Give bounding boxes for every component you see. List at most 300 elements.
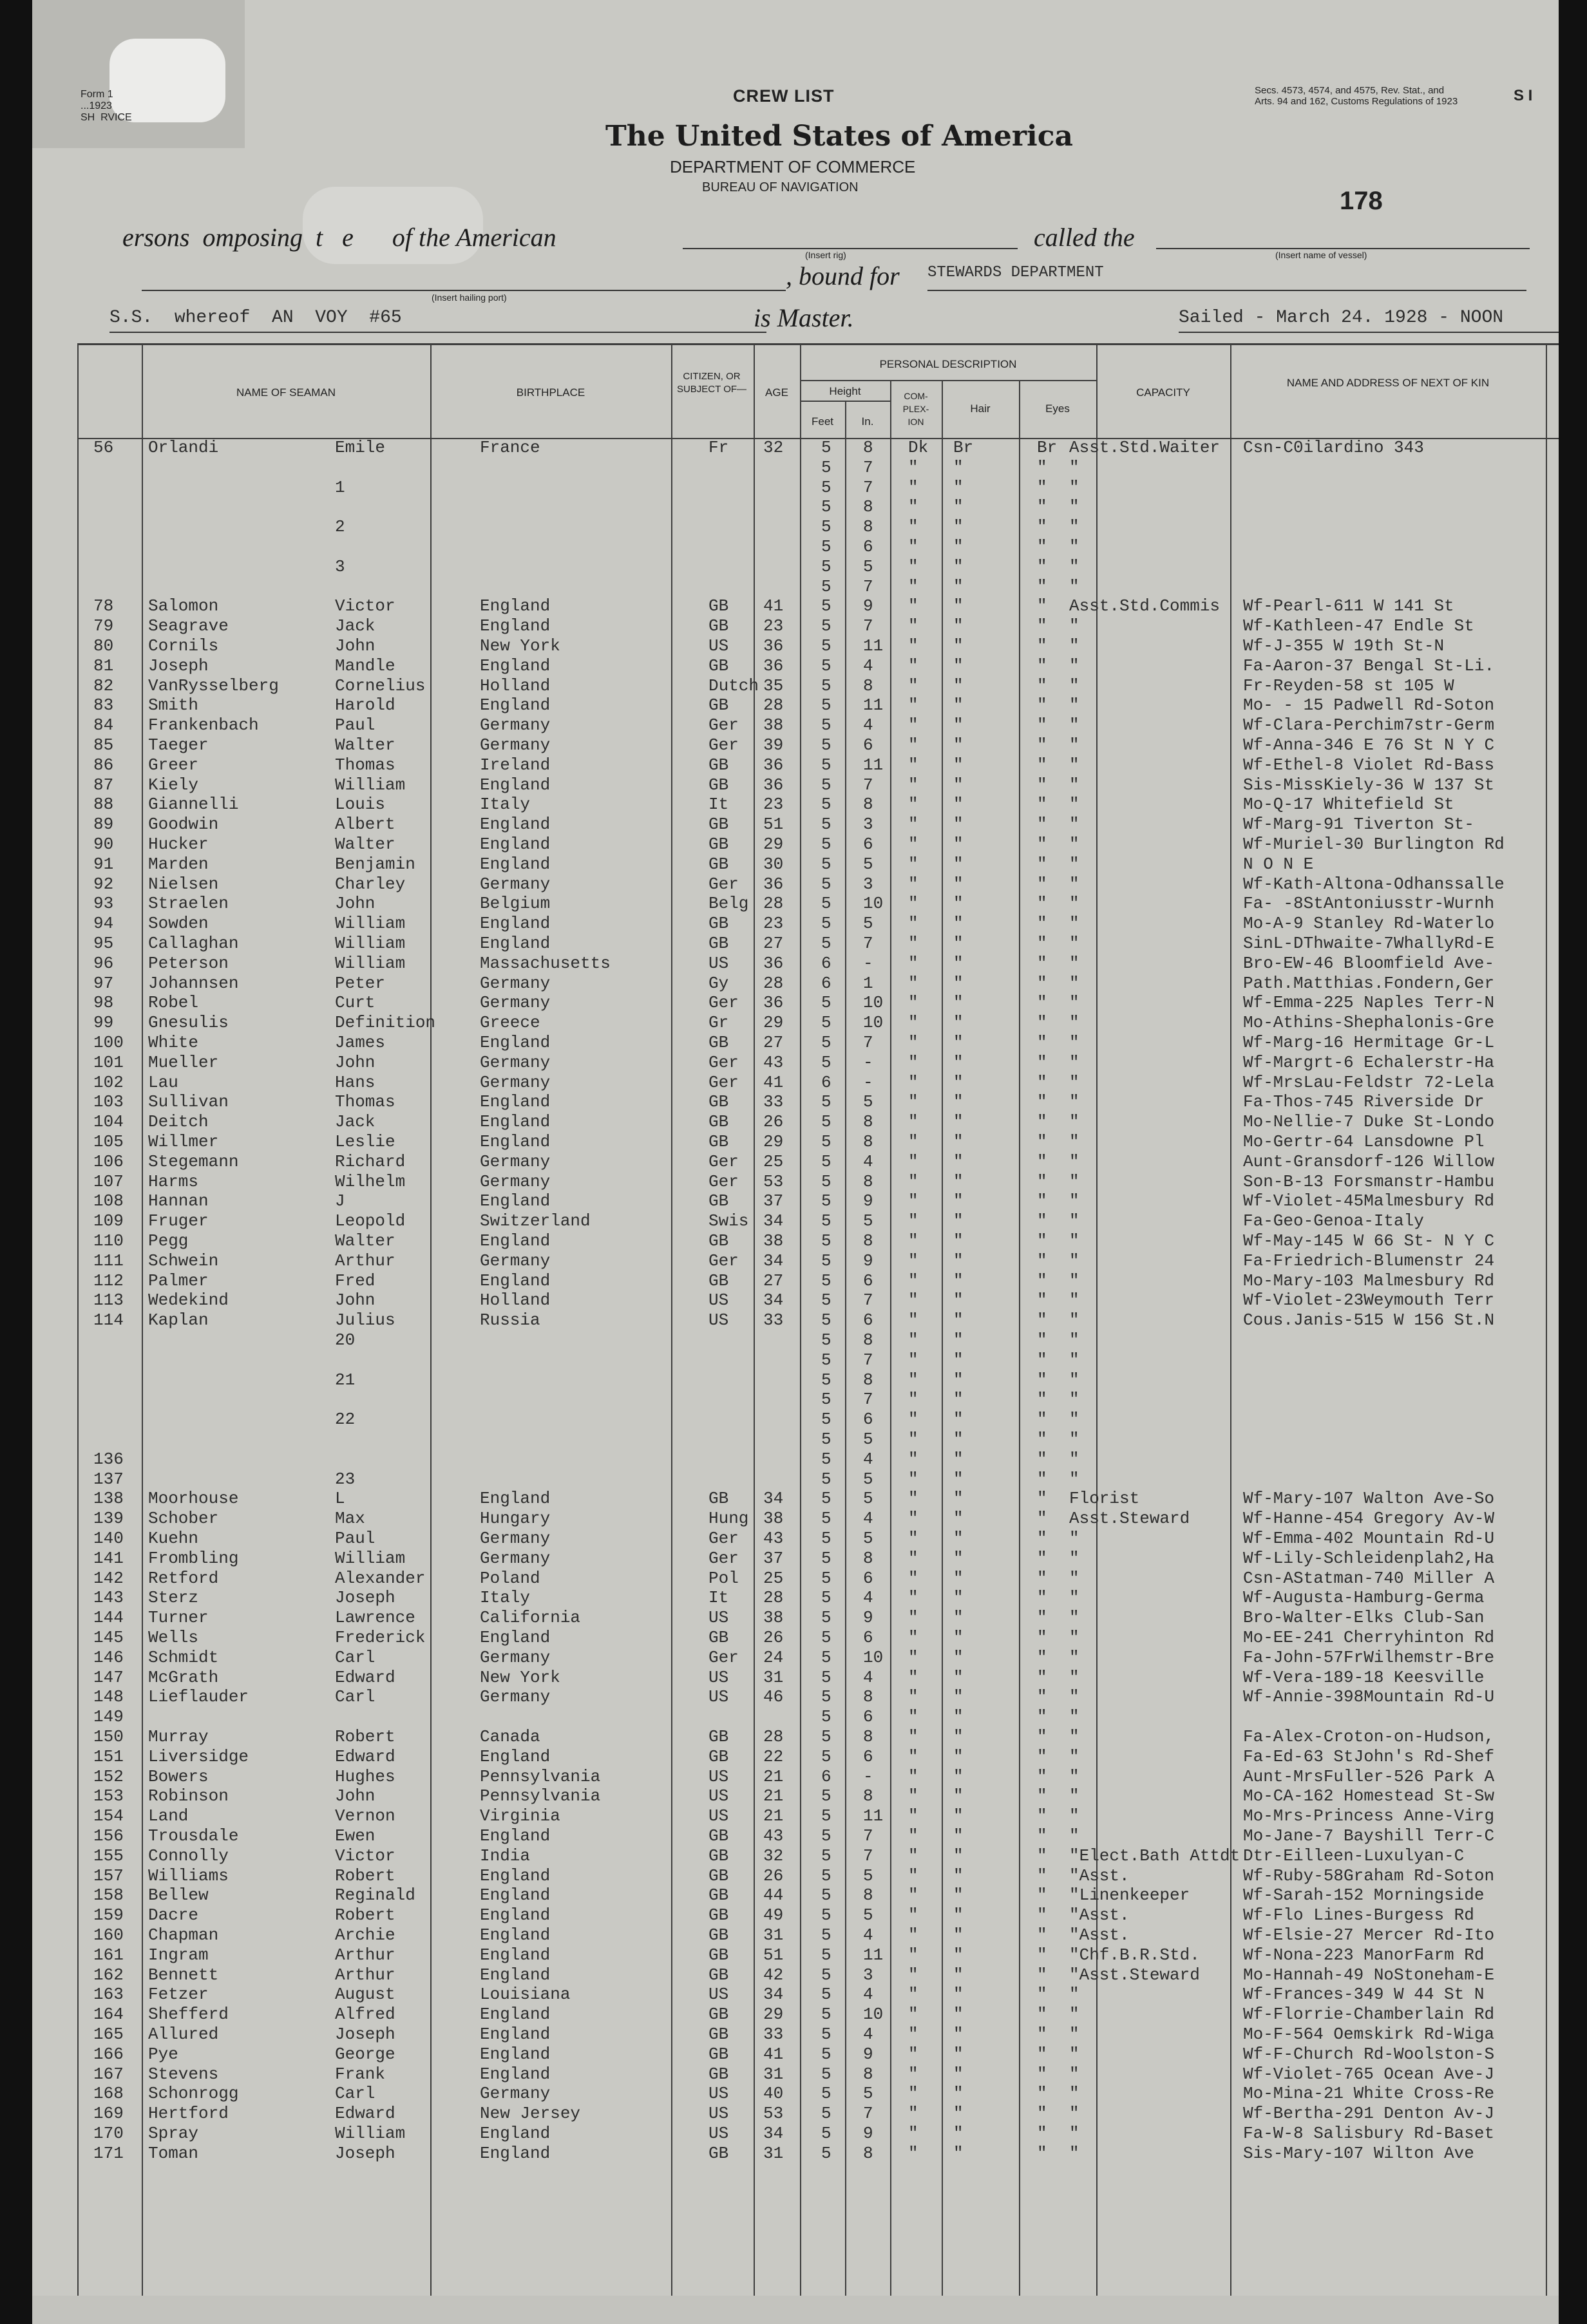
birthplace: Germany: [480, 715, 551, 735]
seaman-first-name: Cornelius: [335, 675, 426, 695]
citizenship: Ger: [708, 1052, 739, 1072]
hair: ": [953, 1092, 964, 1112]
hair: ": [953, 1529, 964, 1548]
hair: ": [953, 815, 964, 835]
birthplace: Massachusetts: [480, 953, 611, 973]
table-row: [32, 1450, 1559, 1469]
table-row: [32, 874, 1559, 894]
height-feet: 5: [821, 1667, 832, 1687]
capacity: ": [1069, 2044, 1079, 2064]
row-number: 153: [93, 1786, 124, 1806]
complexion: ": [908, 1846, 918, 1866]
complexion: ": [908, 1132, 918, 1151]
birthplace: England: [480, 1746, 551, 1766]
seaman-surname: Callaghan: [148, 934, 239, 953]
eyes: ": [1037, 1191, 1047, 1211]
age: 36: [763, 953, 784, 973]
eyes: ": [1037, 854, 1047, 874]
citizenship: US: [708, 1290, 729, 1310]
next-of-kin: Wf-Frances-349 W 44 St N: [1243, 1985, 1485, 2005]
seaman-first-name: Edward: [335, 1667, 395, 1687]
height-feet: 5: [821, 1171, 832, 1191]
hair: ": [953, 1290, 964, 1310]
capacity: ": [1069, 2104, 1079, 2124]
table-row: [32, 1727, 1559, 1746]
height-feet: 5: [821, 1588, 832, 1608]
birthplace: Italy: [480, 795, 531, 815]
row-number: 90: [93, 835, 114, 854]
age: 34: [763, 1985, 784, 2005]
seaman-first-name: J: [335, 1191, 345, 1211]
hair: ": [953, 835, 964, 854]
row-number: 85: [93, 735, 114, 755]
table-row: [32, 1053, 1559, 1072]
table-row: [32, 755, 1559, 775]
row-number: 163: [93, 1985, 124, 2005]
seaman-first-name: Walter: [335, 1231, 395, 1251]
capacity: ": [1069, 1033, 1079, 1052]
birthplace: Italy: [480, 1588, 531, 1608]
height-inches: 8: [863, 438, 873, 457]
height-feet: 5: [821, 1330, 832, 1350]
table-row: [32, 2104, 1559, 2123]
height-feet: 5: [821, 1985, 832, 2005]
age: 36: [763, 993, 784, 1013]
height-inches: 7: [863, 477, 873, 497]
seaman-surname: Sowden: [148, 914, 209, 934]
age: 28: [763, 1588, 784, 1608]
citizenship: GB: [708, 914, 729, 934]
seaman-first-name: Curt: [335, 993, 375, 1013]
capacity: ": [1069, 1052, 1079, 1072]
capacity: ": [1069, 1687, 1079, 1707]
capacity: ": [1069, 616, 1079, 636]
next-of-kin: Wf-May-145 W 66 St- N Y C: [1243, 1231, 1495, 1251]
table-row: [32, 1152, 1559, 1171]
height-inches: 8: [863, 2064, 873, 2084]
birthplace: New York: [480, 636, 560, 656]
citizenship: GB: [708, 1132, 729, 1151]
citizenship: GB: [708, 1905, 729, 1925]
table-row: [32, 894, 1559, 913]
age: 36: [763, 656, 784, 675]
complexion: ": [908, 815, 918, 835]
capacity: ": [1069, 1449, 1079, 1469]
ss-line: S.S. whereof AN VOY #65: [109, 308, 402, 328]
row-number: 160: [93, 1925, 124, 1945]
eyes: ": [1037, 675, 1047, 695]
hair: ": [953, 1430, 964, 1449]
age: 27: [763, 934, 784, 953]
table-row: [32, 557, 1559, 576]
birthplace: England: [480, 775, 551, 795]
bureau-title: BUREAU OF NAVIGATION: [702, 180, 859, 194]
seaman-surname: Sterz: [148, 1588, 199, 1608]
seaman-first-name: Victor: [335, 1846, 395, 1866]
hair: ": [953, 537, 964, 556]
capacity: ": [1069, 1013, 1079, 1033]
complexion: ": [908, 1271, 918, 1290]
birthplace: Germany: [480, 1171, 551, 1191]
citizenship: US: [708, 2104, 729, 2124]
height-inches: 6: [863, 1310, 873, 1330]
height-inches: 9: [863, 1608, 873, 1628]
row-number: 78: [93, 596, 114, 616]
age: 32: [763, 438, 784, 457]
height-feet: 5: [821, 537, 832, 556]
height-feet: 5: [821, 695, 832, 715]
seaman-first-name: Leslie: [335, 1132, 395, 1151]
next-of-kin: Wf-Elsie-27 Mercer Rd-Ito: [1243, 1925, 1495, 1945]
seaman-surname: Seagrave: [148, 616, 229, 636]
department-title: DEPARTMENT OF COMMERCE: [670, 157, 916, 176]
age: 31: [763, 2064, 784, 2084]
height-inches: 8: [863, 2143, 873, 2163]
row-number: 113: [93, 1290, 124, 1310]
row-number: 162: [93, 1965, 124, 1985]
row-number: 148: [93, 1687, 124, 1707]
hair: ": [953, 1905, 964, 1925]
complexion: ": [908, 715, 918, 735]
height-feet: 5: [821, 1033, 832, 1052]
hair: ": [953, 1746, 964, 1766]
col-height-header: Height: [829, 385, 861, 397]
capacity: "Asst.: [1069, 1866, 1130, 1885]
capacity: ": [1069, 854, 1079, 874]
birthplace: England: [480, 596, 551, 616]
birthplace: Poland: [480, 1568, 540, 1588]
eyes: ": [1037, 1092, 1047, 1112]
row-number: 168: [93, 2084, 124, 2104]
eyes: ": [1037, 1965, 1047, 1985]
seaman-surname: Schmidt: [148, 1647, 219, 1667]
capacity: ": [1069, 1310, 1079, 1330]
row-number: 110: [93, 1231, 124, 1251]
birthplace: Greece: [480, 1013, 540, 1033]
hair: ": [953, 934, 964, 953]
sailed-date: Sailed - March 24. 1928 - NOON: [1179, 308, 1504, 328]
capacity: ": [1069, 874, 1079, 894]
citizenship: US: [708, 1667, 729, 1687]
eyes: ": [1037, 1647, 1047, 1667]
next-of-kin: Fa-Alex-Croton-on-Hudson,: [1243, 1727, 1495, 1746]
complexion: ": [908, 2044, 918, 2064]
citizenship: US: [708, 1786, 729, 1806]
age: 23: [763, 616, 784, 636]
seaman-surname: Allured: [148, 2025, 219, 2044]
row-number: 93: [93, 894, 114, 914]
height-inches: 3: [863, 1965, 873, 1985]
eyes: ": [1037, 1489, 1047, 1509]
complexion: ": [908, 457, 918, 477]
height-inches: 4: [863, 1667, 873, 1687]
eyes: ": [1037, 715, 1047, 735]
table-row: [32, 1628, 1559, 1647]
hair: ": [953, 1727, 964, 1746]
next-of-kin: Mo-Hannah-49 NoStoneham-E: [1243, 1965, 1495, 1985]
next-of-kin: N O N E: [1243, 854, 1314, 874]
citizenship: GB: [708, 2064, 729, 2084]
birthplace: Belgium: [480, 894, 551, 914]
hair: ": [953, 1310, 964, 1330]
row-number: 107: [93, 1171, 124, 1191]
table-row: [32, 855, 1559, 874]
table-row: [32, 1588, 1559, 1607]
height-inches: -: [863, 1766, 873, 1786]
capacity: Asst.Steward: [1069, 1509, 1190, 1529]
height-inches: 7: [863, 1826, 873, 1846]
capacity: ": [1069, 517, 1079, 537]
seaman-first-name: John: [335, 1052, 375, 1072]
height-feet: 5: [821, 815, 832, 835]
seaman-first-name: Louis: [335, 795, 386, 815]
height-feet: 5: [821, 2005, 832, 2025]
age: 26: [763, 1112, 784, 1132]
seaman-first-name: William: [335, 953, 406, 973]
capacity: ": [1069, 953, 1079, 973]
seaman-first-name: George: [335, 2044, 395, 2064]
capacity: ": [1069, 477, 1079, 497]
row-number: 102: [93, 1072, 124, 1092]
table-row: [32, 676, 1559, 695]
height-inches: 7: [863, 1390, 873, 1410]
seaman-surname: Salomon: [148, 596, 219, 616]
hair: ": [953, 874, 964, 894]
citizenship: US: [708, 1310, 729, 1330]
height-inches: 8: [863, 1548, 873, 1568]
col-capacity-header: CAPACITY: [1136, 386, 1190, 399]
table-row: [32, 1786, 1559, 1806]
capacity: ": [1069, 675, 1079, 695]
table-row: [32, 2045, 1559, 2064]
height-feet: 5: [821, 2064, 832, 2084]
height-inches: 4: [863, 1985, 873, 2005]
seaman-first-name: August: [335, 1985, 395, 2005]
seaman-first-name: Carl: [335, 1647, 375, 1667]
height-inches: 7: [863, 1033, 873, 1052]
seaman-first-name: Joseph: [335, 2025, 395, 2044]
age: 40: [763, 2084, 784, 2104]
seaman-first-name: Leopold: [335, 1211, 406, 1231]
capacity: ": [1069, 815, 1079, 835]
height-feet: 5: [821, 1211, 832, 1231]
complexion: ": [908, 1033, 918, 1052]
citizenship: US: [708, 2124, 729, 2143]
eyes: ": [1037, 1667, 1047, 1687]
citizenship: Ger: [708, 1171, 739, 1191]
hair: ": [953, 675, 964, 695]
height-feet: 5: [821, 1191, 832, 1211]
hair: ": [953, 1568, 964, 1588]
citizenship: GB: [708, 1112, 729, 1132]
eyes: ": [1037, 457, 1047, 477]
eyes: ": [1037, 1548, 1047, 1568]
eyes: ": [1037, 517, 1047, 537]
next-of-kin: Fa-Friedrich-Blumenstr 24: [1243, 1251, 1495, 1271]
hair: ": [953, 2064, 964, 2084]
insert-port-note: (Insert hailing port): [432, 292, 507, 303]
age: 21: [763, 1806, 784, 1826]
seaman-first-name: William: [335, 934, 406, 953]
birthplace: England: [480, 1231, 551, 1251]
complexion: ": [908, 517, 918, 537]
row-number: 94: [93, 914, 114, 934]
birthplace: England: [480, 1628, 551, 1647]
table-row: [32, 577, 1559, 596]
birthplace: England: [480, 2124, 551, 2143]
table-row: [32, 1410, 1559, 1429]
citizenship: Ger: [708, 874, 739, 894]
age: 24: [763, 1647, 784, 1667]
capacity: ": [1069, 1707, 1079, 1727]
citizenship: GB: [708, 1866, 729, 1885]
table-row: [32, 815, 1559, 834]
seaman-first-name: Julius: [335, 1310, 395, 1330]
seaman-surname: Trousdale: [148, 1826, 239, 1846]
next-of-kin: Bro-EW-46 Bloomfield Ave-: [1243, 953, 1495, 973]
table-row: [32, 993, 1559, 1012]
row-number: 91: [93, 854, 114, 874]
crew-list-page: [32, 0, 1559, 2324]
capacity: ": [1069, 1727, 1079, 1746]
seaman-surname: Nielsen: [148, 874, 219, 894]
capacity: ": [1069, 1350, 1079, 1370]
seaman-first-name: Joseph: [335, 2143, 395, 2163]
table-row: [32, 1172, 1559, 1191]
height-feet: 5: [821, 1727, 832, 1746]
top-right-letters: S I: [1514, 87, 1533, 104]
height-feet: 5: [821, 1707, 832, 1727]
complexion: ": [908, 537, 918, 556]
complexion: ": [908, 735, 918, 755]
birthplace: Louisiana: [480, 1985, 571, 2005]
seaman-first-name: Jack: [335, 616, 375, 636]
citizenship: US: [708, 636, 729, 656]
row-number: 111: [93, 1251, 124, 1271]
hair: ": [953, 1191, 964, 1211]
table-row: [32, 1509, 1559, 1528]
eyes: ": [1037, 616, 1047, 636]
height-inches: 7: [863, 2104, 873, 2124]
seaman-first-name: Vernon: [335, 1806, 395, 1826]
complexion: ": [908, 576, 918, 596]
age: 22: [763, 1746, 784, 1766]
seaman-first-name: Mandle: [335, 656, 395, 675]
capacity: ": [1069, 1072, 1079, 1092]
table-row: [32, 636, 1559, 656]
row-number: 145: [93, 1628, 124, 1647]
height-feet: 5: [821, 497, 832, 517]
row-number: 56: [93, 438, 114, 457]
height-inches: 5: [863, 1211, 873, 1231]
complexion: ": [908, 1449, 918, 1469]
birthplace: England: [480, 695, 551, 715]
complexion: ": [908, 1826, 918, 1846]
capacity: ": [1069, 715, 1079, 735]
table-row: [32, 1430, 1559, 1449]
table-row: [32, 1668, 1559, 1687]
row-number: 139: [93, 1509, 124, 1529]
height-inches: 3: [863, 874, 873, 894]
height-inches: 8: [863, 1727, 873, 1746]
seaman-first-name: Victor: [335, 596, 395, 616]
hair: ": [953, 1469, 964, 1489]
height-feet: 5: [821, 477, 832, 497]
eyes: ": [1037, 1112, 1047, 1132]
complexion: ": [908, 1866, 918, 1885]
eyes: ": [1037, 2084, 1047, 2104]
complexion: ": [908, 1608, 918, 1628]
birthplace: England: [480, 1866, 551, 1885]
table-row: [32, 1767, 1559, 1786]
citizenship: GB: [708, 616, 729, 636]
complexion: ": [908, 1330, 918, 1350]
hair: ": [953, 2143, 964, 2163]
complexion: ": [908, 1647, 918, 1667]
citizenship: GB: [708, 775, 729, 795]
next-of-kin: Wf-MrsLau-Feldstr 72-Lela: [1243, 1072, 1495, 1092]
capacity: ": [1069, 1548, 1079, 1568]
hair: ": [953, 1826, 964, 1846]
capacity: ": [1069, 576, 1079, 596]
eyes: ": [1037, 755, 1047, 775]
seaman-first-name: Carl: [335, 2084, 375, 2104]
citizenship: Dutch: [708, 675, 759, 695]
height-inches: 11: [863, 755, 884, 775]
height-feet: 5: [821, 457, 832, 477]
table-row: [32, 1390, 1559, 1409]
height-feet: 5: [821, 1885, 832, 1905]
complexion: ": [908, 1430, 918, 1449]
hair: Br: [953, 438, 974, 457]
seaman-surname: Pegg: [148, 1231, 189, 1251]
age: 43: [763, 1826, 784, 1846]
row-number: 159: [93, 1905, 124, 1925]
complexion: ": [908, 795, 918, 815]
hair: ": [953, 576, 964, 596]
next-of-kin: Mo-Mrs-Princess Anne-Virg: [1243, 1806, 1495, 1826]
eyes: ": [1037, 1885, 1047, 1905]
capacity: "Elect.Bath Attdt: [1069, 1846, 1240, 1866]
capacity: ": [1069, 1231, 1079, 1251]
height-inches: 7: [863, 576, 873, 596]
citizenship: Belg: [708, 894, 749, 914]
seaman-first-name: 23: [335, 1469, 356, 1489]
complexion: ": [908, 2084, 918, 2104]
row-number: 151: [93, 1746, 124, 1766]
citizenship: US: [708, 2084, 729, 2104]
birthplace: England: [480, 2005, 551, 2025]
seaman-first-name: William: [335, 1548, 406, 1568]
citizenship: GB: [708, 815, 729, 835]
row-number: 167: [93, 2064, 124, 2084]
table-row: [32, 2025, 1559, 2044]
row-number: 144: [93, 1608, 124, 1628]
hair: ": [953, 1013, 964, 1033]
age: 41: [763, 596, 784, 616]
seaman-first-name: Max: [335, 1509, 365, 1529]
citizenship: GB: [708, 1965, 729, 1985]
table-row: [32, 616, 1559, 636]
hair: ": [953, 1072, 964, 1092]
row-number: 89: [93, 815, 114, 835]
hair: ": [953, 1786, 964, 1806]
citizenship: GB: [708, 695, 729, 715]
seaman-surname: Gnesulis: [148, 1013, 229, 1033]
age: 49: [763, 1905, 784, 1925]
citizenship: Gy: [708, 973, 729, 993]
height-inches: 10: [863, 2005, 884, 2025]
